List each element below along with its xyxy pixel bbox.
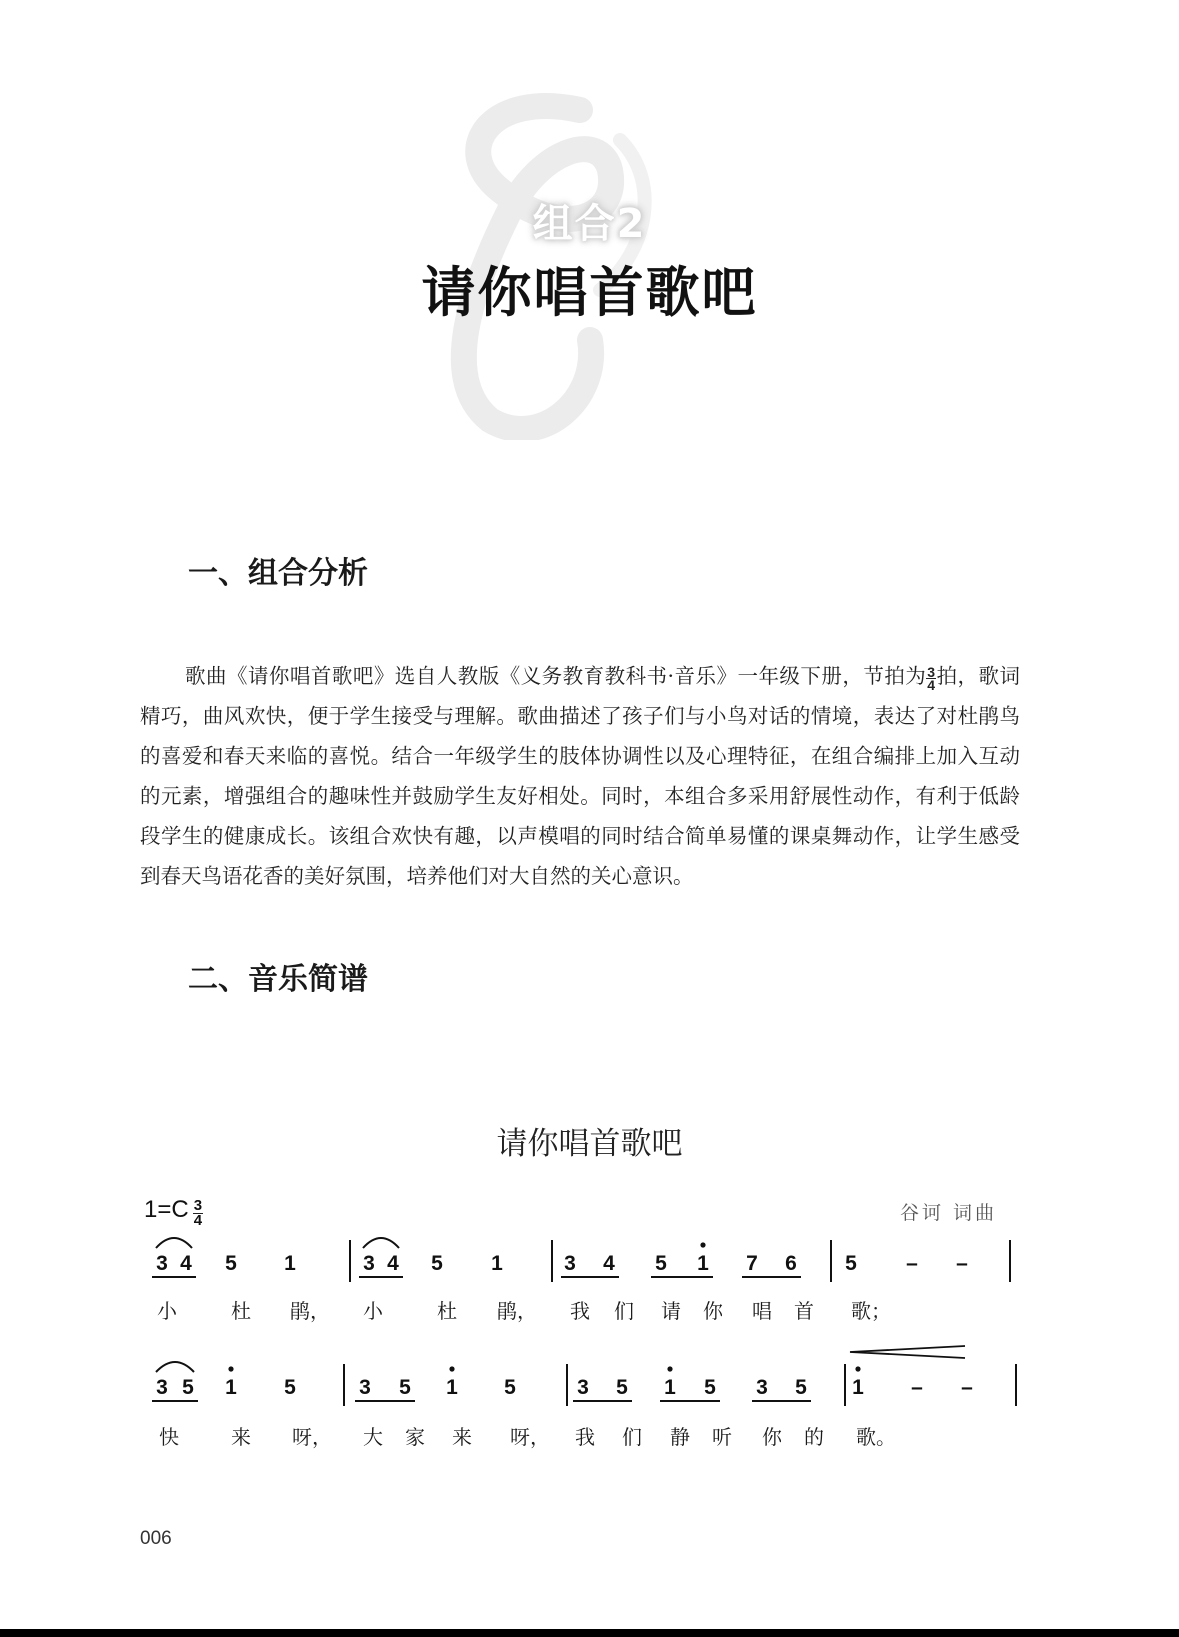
note-2-3: 1 <box>225 1376 237 1399</box>
note-2-6: 5 <box>399 1376 411 1399</box>
lyric-1-2: 杜 <box>231 1299 251 1323</box>
page-number: 006 <box>140 1528 172 1549</box>
lyric-1-11: 唱 <box>752 1299 772 1323</box>
slur <box>156 1362 194 1372</box>
score-meter-denominator: 4 <box>193 1212 203 1229</box>
note-2-14: 5 <box>795 1376 807 1399</box>
note-1-3: 5 <box>225 1252 237 1275</box>
note-1-2: 4 <box>180 1252 192 1275</box>
key-text: 1=C <box>144 1196 189 1223</box>
lyric-2-13: 的 <box>804 1425 824 1449</box>
note-2-17: – <box>961 1376 973 1399</box>
lyric-2-3: 呀， <box>292 1425 332 1449</box>
lyric-2-9: 们 <box>622 1425 642 1449</box>
note-1-8: 1 <box>491 1252 503 1275</box>
note-1-7: 5 <box>431 1252 443 1275</box>
high-octave-dot <box>700 1242 705 1247</box>
lyric-1-4: 小 <box>363 1299 383 1323</box>
composer-credit: 谷诃 词曲 <box>900 1202 998 1224</box>
note-1-10: 4 <box>603 1252 615 1275</box>
lyric-2-6: 来 <box>452 1425 472 1449</box>
section-heading-notation: 二、音乐简谱 <box>188 962 368 997</box>
note-1-1: 3 <box>156 1252 168 1275</box>
lyric-2-2: 来 <box>231 1425 251 1449</box>
meter-denominator: 4 <box>927 677 936 693</box>
slur <box>363 1238 399 1248</box>
lyric-2-11: 听 <box>712 1425 732 1449</box>
note-1-17: – <box>956 1252 968 1275</box>
lyric-1-5: 杜 <box>437 1299 457 1323</box>
note-2-16: – <box>911 1376 923 1399</box>
note-2-15: 1 <box>852 1376 864 1399</box>
chapter-label: 组合2 <box>532 201 647 247</box>
section-heading-analysis: 一、组合分析 <box>188 556 368 591</box>
chapter-title: 请你唱首歌吧 <box>421 261 758 324</box>
lyric-1-1: 小 <box>157 1299 177 1323</box>
lyric-2-8: 我 <box>575 1425 595 1449</box>
bottom-edge-bar <box>0 1629 1179 1637</box>
note-2-9: 3 <box>577 1376 589 1399</box>
note-1-9: 3 <box>564 1252 576 1275</box>
note-1-16: – <box>906 1252 918 1275</box>
lyric-2-14: 歌。 <box>856 1425 896 1449</box>
lyric-2-1: 快 <box>159 1425 179 1449</box>
note-2-4: 5 <box>284 1376 296 1399</box>
lyric-1-8: 们 <box>614 1299 634 1323</box>
note-1-4: 1 <box>284 1252 296 1275</box>
lyric-1-13: 歌； <box>851 1299 891 1323</box>
lyric-1-6: 鹃， <box>497 1299 537 1323</box>
note-2-5: 3 <box>359 1376 371 1399</box>
note-1-11: 5 <box>655 1252 667 1275</box>
lyric-2-5: 家 <box>405 1425 425 1449</box>
note-2-13: 3 <box>756 1376 768 1399</box>
note-1-15: 5 <box>845 1252 857 1275</box>
slur <box>156 1238 192 1248</box>
note-1-6: 4 <box>387 1252 399 1275</box>
lyric-2-7: 呀， <box>510 1425 550 1449</box>
note-2-11: 1 <box>664 1376 676 1399</box>
high-octave-dot <box>667 1366 672 1371</box>
paragraph-text-part2: 拍，歌词精巧，曲风欢快，便于学生接受与理解。歌曲描述了孩子们与小鸟对话的情境，表达了对杜鹃鸟的喜爱和春天来临的喜悦。结合一年级学生的肢体协调性以及心理特征，在组合编排上加入互动的元素，增强组合的趣味性并鼓励学生友好相处。同时，本组合多采用舒展性动作，有利于低龄段学生的健康成长。该组合欢快有趣，以声模唱的同时结合简单易懂的课桌舞动作，让学生感受到春天鸟语花香的美好氛围，培养他们对大自然的关心意识。 <box>140 664 1021 888</box>
lyric-1-12: 首 <box>794 1299 814 1323</box>
note-1-12: 1 <box>697 1252 709 1275</box>
paragraph-text-part1: 歌曲《请你唱首歌吧》选自人教版《义务教育教科书·音乐》一年级下册，节拍为 <box>185 664 927 688</box>
crescendo-hairpin <box>850 1346 965 1358</box>
note-2-2: 5 <box>182 1376 194 1399</box>
high-octave-dot <box>855 1366 860 1371</box>
note-2-10: 5 <box>616 1376 628 1399</box>
song-title: 请你唱首歌吧 <box>496 1126 683 1162</box>
note-1-5: 3 <box>363 1252 375 1275</box>
high-octave-dot <box>449 1366 454 1371</box>
note-1-13: 7 <box>746 1252 758 1275</box>
note-1-14: 6 <box>785 1252 797 1275</box>
lyric-1-7: 我 <box>570 1299 590 1323</box>
note-2-7: 1 <box>446 1376 458 1399</box>
lyric-1-10: 你 <box>703 1299 723 1323</box>
score-meter-numerator: 3 <box>193 1197 203 1214</box>
lyric-1-3: 鹃， <box>290 1299 330 1323</box>
note-2-8: 5 <box>504 1376 516 1399</box>
lyric-2-4: 大 <box>363 1425 383 1449</box>
note-2-12: 5 <box>704 1376 716 1399</box>
lyric-1-9: 请 <box>661 1299 681 1323</box>
lyric-2-12: 你 <box>762 1425 782 1449</box>
lyric-2-10: 静 <box>670 1425 690 1449</box>
high-octave-dot <box>228 1366 233 1371</box>
meter-numerator: 3 <box>927 664 936 680</box>
note-2-1: 3 <box>156 1376 168 1399</box>
